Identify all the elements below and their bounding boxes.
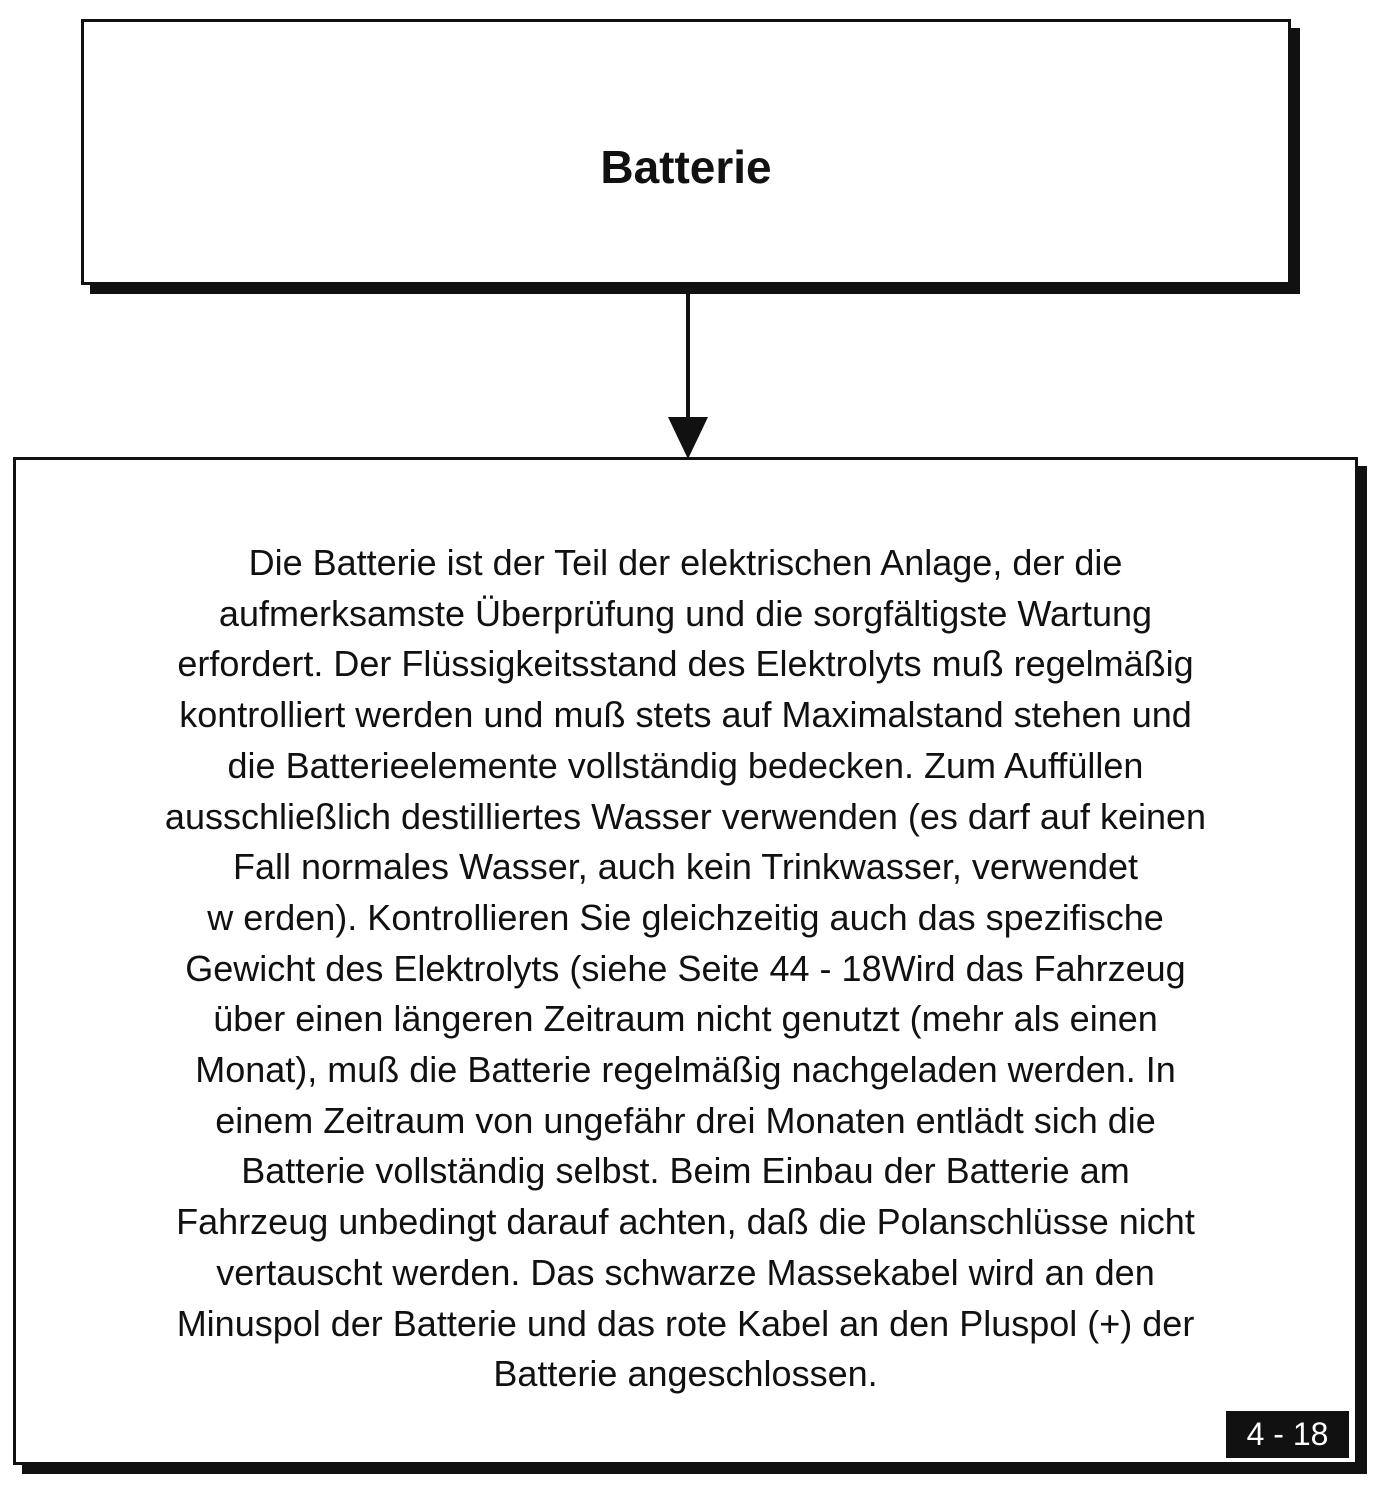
body-text	[46, 538, 1325, 1400]
arrow-head-icon	[668, 417, 708, 459]
text-line: vertauscht werden. Das schwarze Massekabel wird an den	[216, 1251, 1155, 1293]
text-line: w erden). Kontrollieren Sie gleichzeitig auch das spezifische	[207, 896, 1164, 938]
text-line: Batterie vollständig selbst. Beim Einbau der Batterie am	[241, 1150, 1130, 1192]
content-box	[13, 457, 1358, 1465]
text-line: einem Zeitraum von ungefähr drei Monaten entlädt sich die	[215, 1099, 1156, 1141]
page-number-badge: 4 - 18	[1226, 1411, 1349, 1458]
text-line: erfordert. Der Flüssigkeitsstand des Elektrolyts muß regelmäßig	[177, 643, 1194, 685]
text-line: ausschließlich destilliertes Wasser verwenden (es darf auf keinen	[164, 795, 1207, 837]
text-line: Minuspol der Batterie und das rote Kabel an den Pluspol (+) der	[176, 1302, 1195, 1344]
text-line: aufmerksamste Überprüfung und die sorgfältigste Wartung	[218, 592, 1153, 634]
text-line: Monat), muß die Batterie regelmäßig nachgeladen werden. In	[195, 1049, 1176, 1091]
text-line: über einen längeren Zeitraum nicht genutzt (mehr als einen	[213, 998, 1158, 1040]
page-title: Batterie	[600, 141, 772, 193]
text-line: Fahrzeug unbedingt darauf achten, daß die Polanschlüsse nicht	[176, 1201, 1195, 1243]
title-box	[81, 19, 1291, 285]
text-line: Fall normales Wasser, auch kein Trinkwasser, verwendet	[232, 846, 1139, 888]
text-line: Gewicht des Elektrolyts (siehe Seite 44 - 18Wird das Fahrzeug	[185, 947, 1186, 989]
text-line: kontrolliert werden und muß stets auf Maximalstand stehen und	[179, 694, 1192, 736]
text-line: Batterie angeschlossen.	[493, 1353, 878, 1395]
text-line: die Batterieelemente vollständig bedecken. Zum Auffüllen	[227, 744, 1144, 786]
text-line: Die Batterie ist der Teil der elektrischen Anlage, der die	[248, 542, 1123, 583]
